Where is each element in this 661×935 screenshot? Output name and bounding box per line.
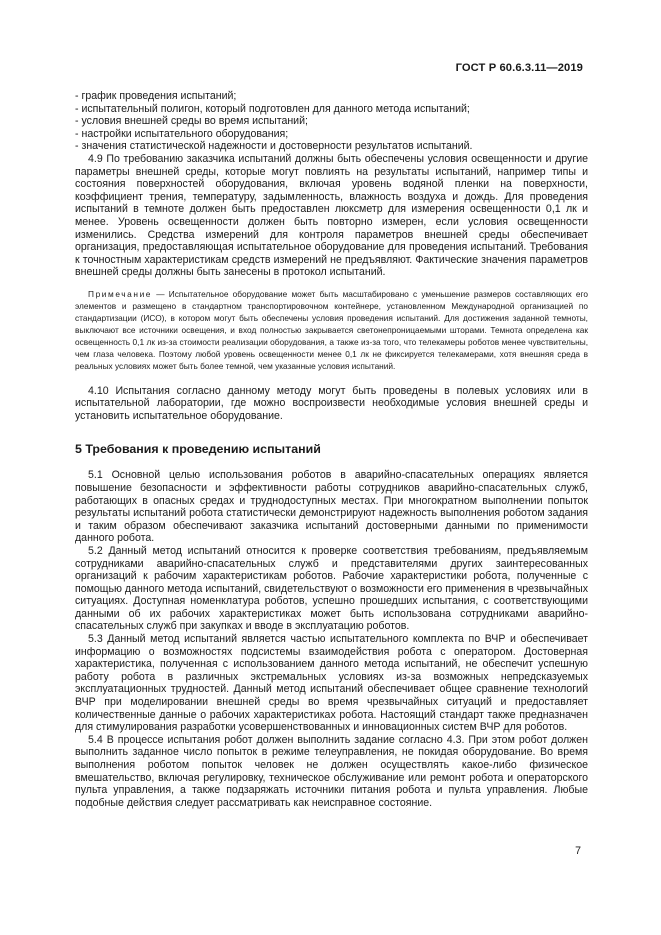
paragraph-5-3: 5.3 Данный метод испытаний является частью испытательного комплекта по ВЧР и обеспечивает информацию о возможностях подсистемы взаимодействия робота с оператором. Достоверная характеристика, полученная с использованием данного метода испытаний, не обеспечит успешную работу робота в различных экстремальных условиях из-за возможных непредсказуемых эксплуатационных трудностей. Данный метод испытаний обеспечивает общее сравнение технологий ВЧР при моделировании внешней среды во время чрезвычайных ситуаций и предоставляет количественные данные о рабочих характеристиках робота. Настоящий стандарт также предназначен для стимулирования разработки усовершенствованных и инновационных систем ВЧР для роботов. xyxy=(75,633,588,734)
list-item: - условия внешней среды во время испытаний; xyxy=(75,115,308,128)
paragraph-4-10: 4.10 Испытания согласно данному методу могут быть проведены в полевых условиях или в испытательной лаборатории, где можно воспроизвести необходимые условия внешней среды и установить испытательное оборудование. xyxy=(75,384,588,422)
paragraph-5-2: 5.2 Данный метод испытаний относится к проверке соответствия требованиям, предъявляемым сотрудниками аварийно-спасательных служб и представителями других заинтересованных организаций к рабочим характеристикам роботов. Рабочие характеристики робота, полученные с помощью данного метода испытаний, свидетельствуют о возможности его применения в чрезвычайных ситуациях. Доступная номенклатура роботов, успешно прошедших испытания, с соответствующими данными об их рабочих характеристиках может быть использована сотрудниками аварийно-спасательных служб при закупках и вводе в эксплуатацию роботов. xyxy=(75,544,588,633)
document-id-header: ГОСТ Р 60.6.3.11—2019 xyxy=(455,62,583,74)
requirements-list xyxy=(75,90,588,153)
page-content xyxy=(75,90,588,809)
section-5-heading: 5 Требования к проведению испытаний xyxy=(75,442,321,457)
page-number: 7 xyxy=(575,845,581,857)
list-item: - настройки испытательного оборудования; xyxy=(75,127,289,140)
paragraph-5-1: 5.1 Основной целью использования роботов в аварийно-спасательных операциях является повышение безопасности и эффективности работы сотрудников аварийно-спасательных служб, работающих в опасных средах и труднодоступных местах. При многократном выполнении попыток результаты испытаний робота статистически демонстрируют надежность выполнения роботом задания и таким образом обеспечивают заказчика испытаний достоверными данными по применимости данного робота. xyxy=(75,469,588,545)
paragraph-4-9: 4.9 По требованию заказчика испытаний должны быть обеспечены условия освещенности и другие параметры внешней среды, которые могут повлиять на результаты испытаний, например типы и состояния поверхностей оборудования, включая уровень водяной пленки на поверхности, коэффициент трения, температуру, задымленность, влажность воздуха и дождь. Для проведения испытаний в темноте должен быть предоставлен люксметр для измерения освещенности 0,1 лк и менее. Уровень освещенности должен быть повторно измерен, если условия освещенности изменились. Средства измерений для контроля параметров внешней среды обеспечивает организация, предоставляющая испытательное оборудование для проведения испытаний. Требования к точностным характеристикам средств измерений не предъявляют. Фактические значения параметров внешней среды должны быть занесены в протокол испытаний. xyxy=(75,152,588,279)
note-paragraph xyxy=(75,288,588,373)
note-text: — Испытательное оборудование может быть масштабировано с уменьшение размеров составляющих его элементов и размещено в стандартном транспортировочном контейнере, установленном Международной организацией по стандартизации (ИСО), в котором могут быть обеспечены условия проведения испытаний. Для достижения заданной темноты, выключают все источники освещения, и вход полностью закрывается светонепроницаемыми шторами. Темнота определена как освещенность 0,1 лк из-за стоимости реализации оборудования, а также из-за того, что телекамеры роботов менее чувствительны, чем глаза человека. Поэтому любой уровень освещенности менее 0,1 лк не фиксируется телекамерами, хотя внешняя среда в реальных условиях может быть более темной, чем указанные условия испытаний. xyxy=(75,288,588,372)
list-item: - график проведения испытаний; xyxy=(75,90,237,102)
paragraph-5-4: 5.4 В процессе испытания робот должен выполнить задание согласно 4.3. При этом робот должен выполнить заданное число попыток в режиме телеуправления, не покидая оборудование. Во время выполнения роботом попыток человек не должен осуществлять какое-либо физическое вмешательство, включая регулировку, техническое обслуживание или ремонт робота и операторского пульта управления, а также подзаряжать источники питания робота и пульта управления. Любые подобные действия следует рассматривать как неисправное состояние. xyxy=(75,733,588,809)
list-item: - значения статистической надежности и достоверности результатов испытаний. xyxy=(75,140,473,153)
note-label: Примечание xyxy=(88,288,153,299)
list-item: - испытательный полигон, который подготовлен для данного метода испытаний; xyxy=(75,102,470,115)
